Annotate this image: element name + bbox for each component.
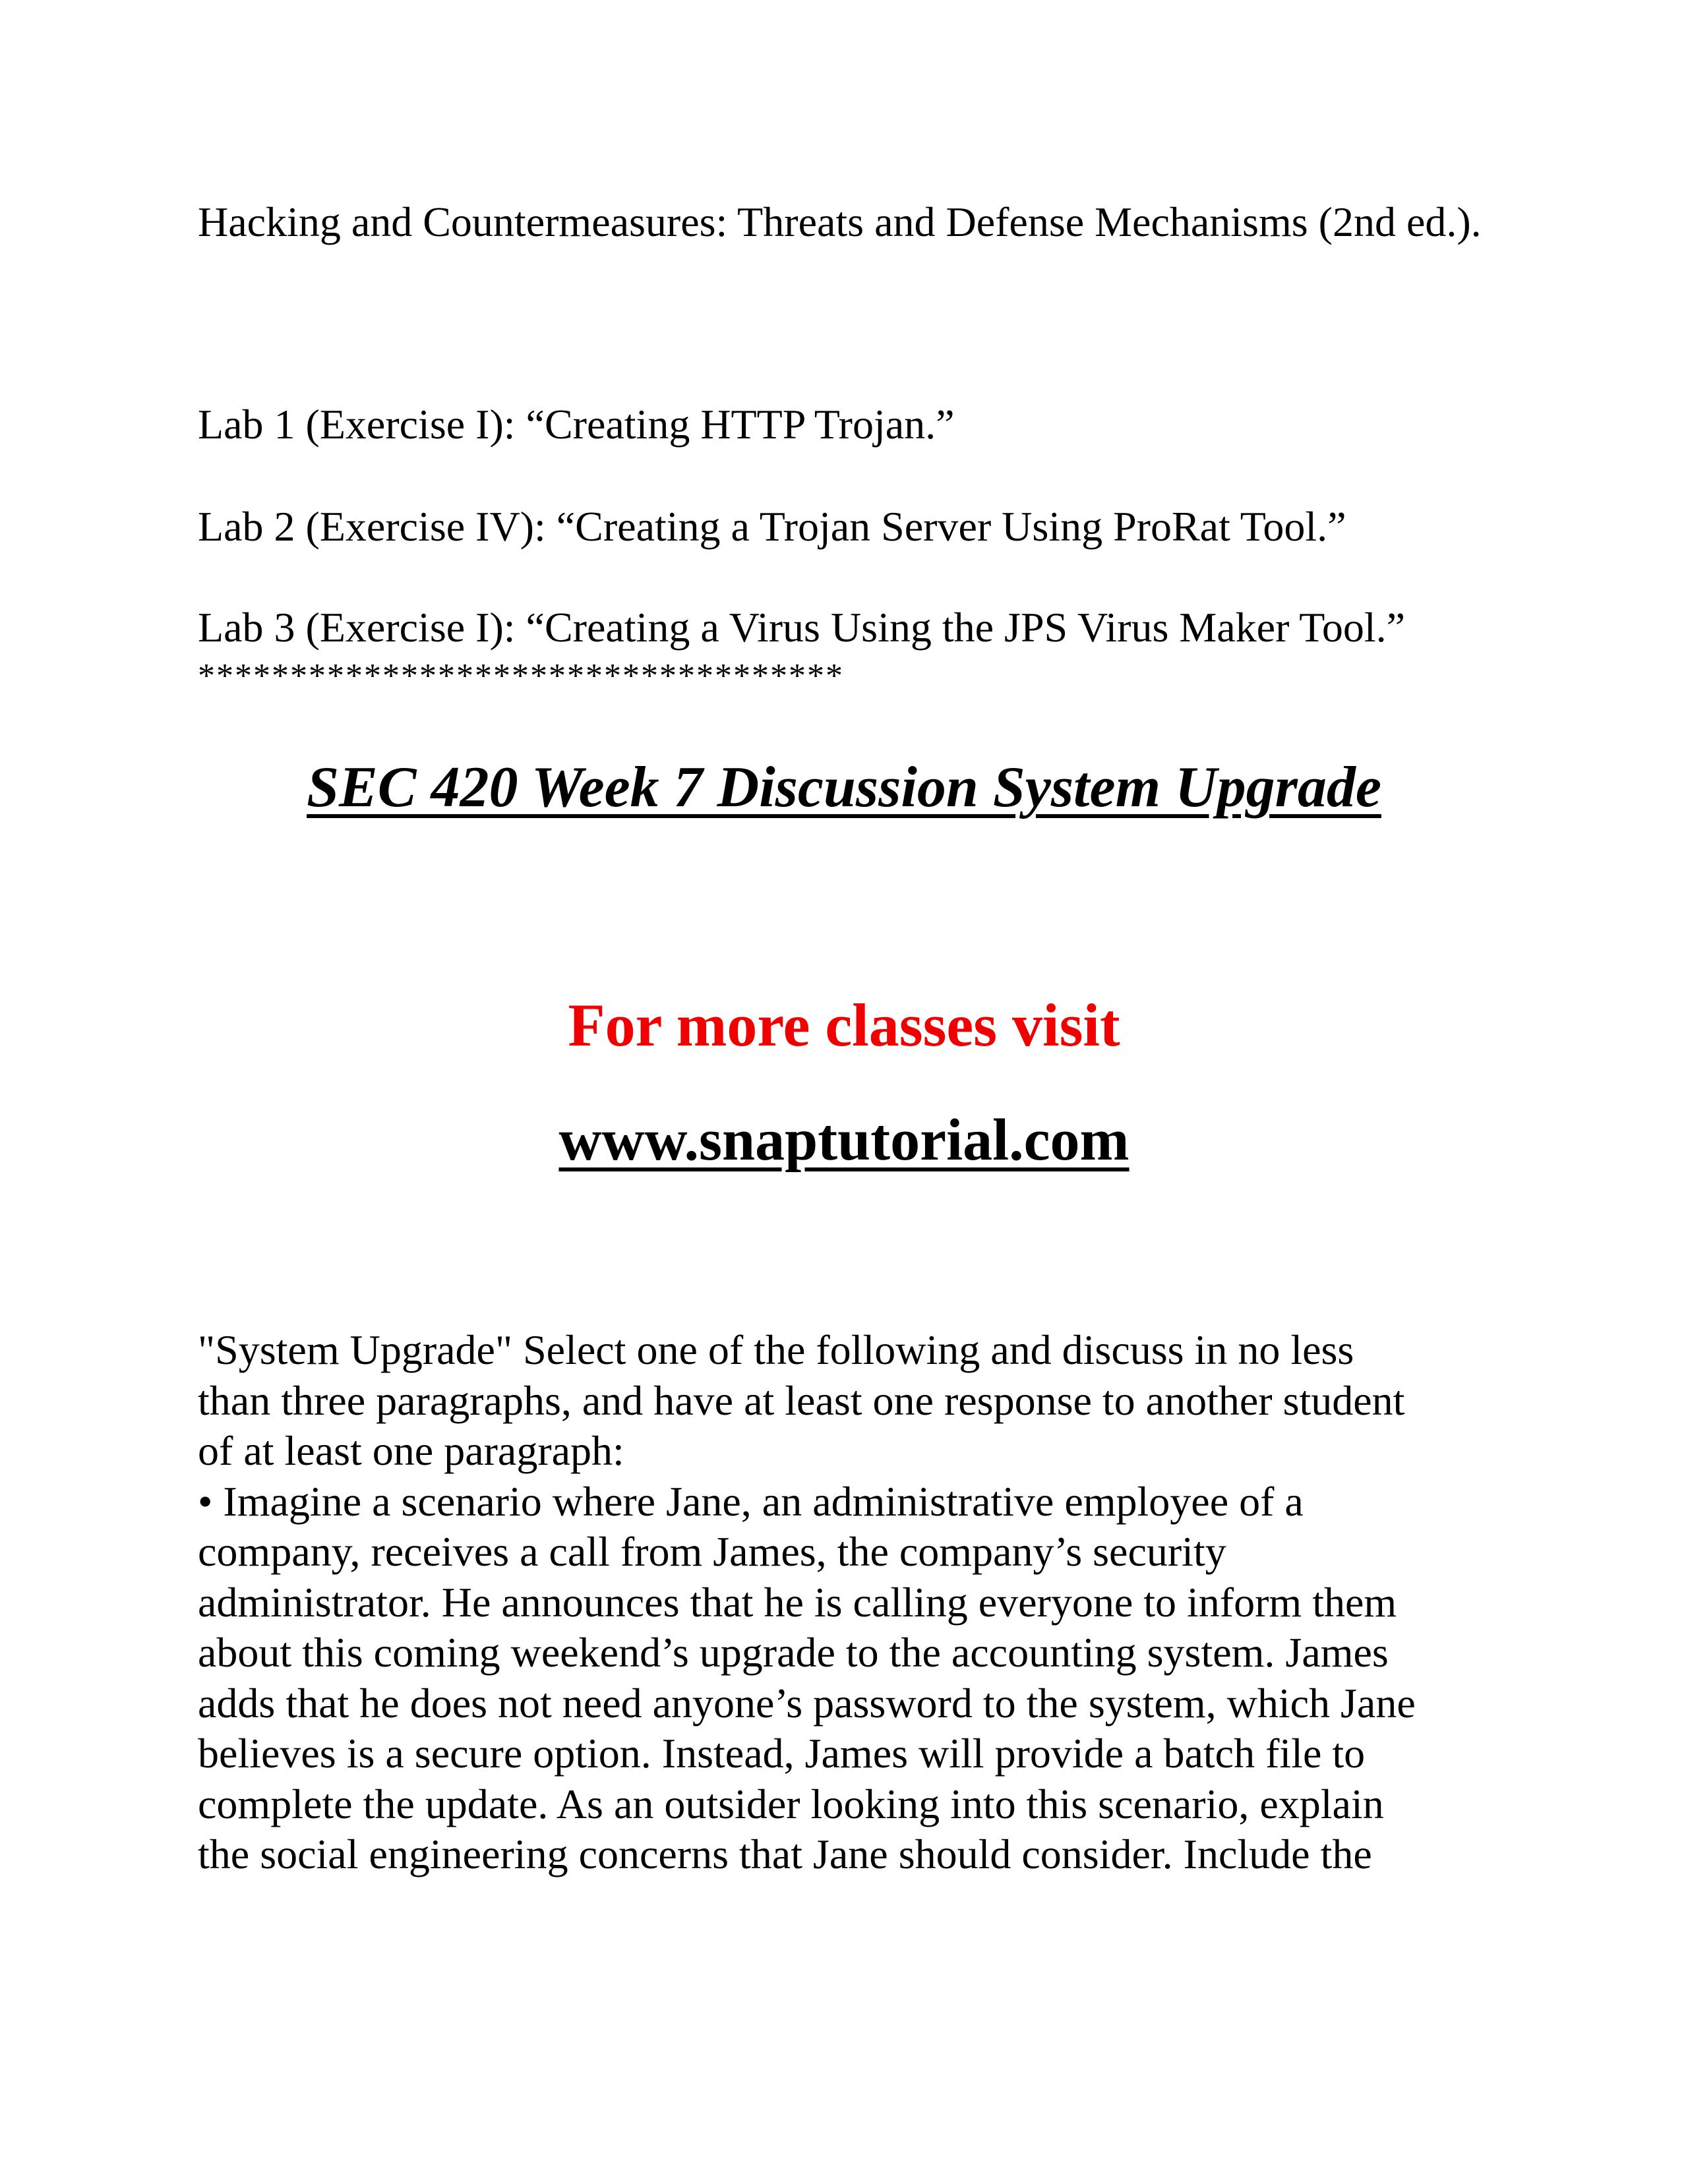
body-line: administrator. He announces that he is calling everyone to inform them [198, 1578, 1397, 1626]
lab-item-1: Lab 1 (Exercise I): “Creating HTTP Trojan.” [198, 401, 955, 448]
body-line: of at least one paragraph: [198, 1427, 624, 1474]
body-line: about this coming weekend’s upgrade to the accounting system. James [198, 1629, 1389, 1676]
body-line: • Imagine a scenario where Jane, an administrative employee of a [198, 1477, 1304, 1525]
discussion-body [198, 1325, 1490, 1880]
body-line: "System Upgrade" Select one of the following and discuss in no less [198, 1326, 1354, 1373]
separator-line: *********************************** [198, 657, 844, 695]
book-title: Hacking and Countermeasures: Threats and Defense Mechanisms (2nd ed.). [198, 198, 1482, 245]
body-line: than three paragraphs, and have at least one response to another student [198, 1376, 1405, 1424]
lab-item-2: Lab 2 (Exercise IV): “Creating a Trojan Server Using ProRat Tool.” [198, 503, 1346, 550]
body-line: complete the update. As an outsider looking into this scenario, explain [198, 1780, 1384, 1827]
body-line: the social engineering concerns that Jane should consider. Include the [198, 1831, 1372, 1877]
site-link[interactable]: www.snaptutorial.com [558, 1107, 1130, 1173]
body-line: believes is a secure option. Instead, James will provide a batch file to [198, 1730, 1366, 1777]
promo-text: For more classes visit [568, 991, 1120, 1059]
lab-item-3: Lab 3 (Exercise I): “Creating a Virus Using the JPS Virus Maker Tool.” [198, 604, 1406, 651]
body-line: company, receives a call from James, the company’s security [198, 1528, 1226, 1575]
document-title: SEC 420 Week 7 Discussion System Upgrade [307, 755, 1381, 819]
body-line: adds that he does not need anyone’s password to the system, which Jane [198, 1679, 1416, 1727]
